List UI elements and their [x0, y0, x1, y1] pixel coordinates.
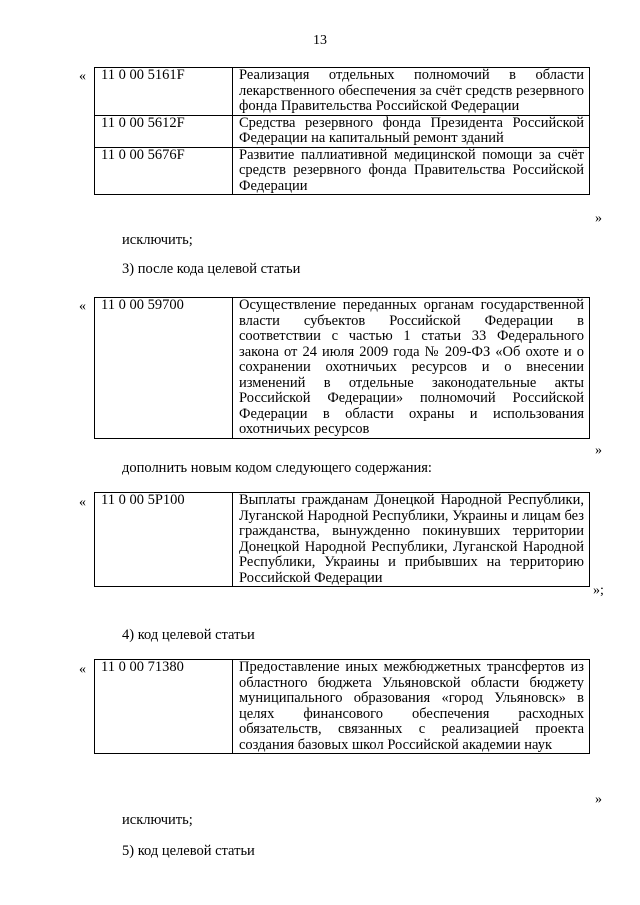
- opening-quote: «: [79, 495, 86, 510]
- page-number: 13: [313, 33, 327, 48]
- target-codes-table: [94, 659, 590, 754]
- code-cell: 11 0 00 71380: [95, 660, 233, 754]
- code-cell: 11 0 00 59700: [95, 298, 233, 439]
- table-row: [95, 115, 590, 147]
- table-row: [95, 68, 590, 116]
- target-codes-table: [94, 492, 590, 587]
- closing-quote: »: [595, 211, 602, 226]
- closing-quote: »;: [593, 583, 604, 598]
- paragraph-exclude: исключить;: [122, 232, 193, 248]
- paragraph-item-3: 3) после кода целевой статьи: [122, 261, 301, 277]
- target-codes-table: [94, 297, 590, 439]
- target-codes-table: [94, 67, 590, 195]
- description-cell: Осуществление переданных органам государственной власти субъектов Российской Федерации в соответствии с частью 1 статьи 33 Федерального закона от 24 июля 2009 года № 209-ФЗ «Об охоте и о сохранении охотничьих ресурсов и о внесении изменений в отдельные законодательные акты Российской Федерации» полномочий Российской Федерации в области охраны и использования охотничьих ресурсов: [233, 298, 590, 439]
- description-cell: Реализация отдельных полномочий в области лекарственного обеспечения за счёт средств резервного фонда Правительства Российской Федерации: [233, 68, 590, 116]
- code-cell: 11 0 00 5676F: [95, 147, 233, 195]
- closing-quote: »: [595, 443, 602, 458]
- paragraph-item-5: 5) код целевой статьи: [122, 843, 255, 859]
- table-row: [95, 660, 590, 754]
- table-row: [95, 298, 590, 439]
- description-cell: Развитие паллиативной медицинской помощи за счёт средств резервного фонда Правительства Российской Федерации: [233, 147, 590, 195]
- table-row: [95, 147, 590, 195]
- paragraph-add-new-code: дополнить новым кодом следующего содержания:: [122, 460, 432, 476]
- code-cell: 11 0 00 5612F: [95, 115, 233, 147]
- code-cell: 11 0 00 5161F: [95, 68, 233, 116]
- description-cell: Выплаты гражданам Донецкой Народной Республики, Луганской Народной Республики, Украины и лицам без гражданства, вынужденно покинувших территории Донецкой Народной Республики, Луганской Народной Республики, Украины и прибывших на территорию Российской Федерации: [233, 493, 590, 587]
- closing-quote: »: [595, 792, 602, 807]
- description-cell: Средства резервного фонда Президента Российской Федерации на капитальный ремонт зданий: [233, 115, 590, 147]
- table-row: [95, 493, 590, 587]
- opening-quote: «: [79, 662, 86, 677]
- code-cell: 11 0 00 5Р100: [95, 493, 233, 587]
- description-cell: Предоставление иных межбюджетных трансфертов из областного бюджета Ульяновской области бюджету муниципального образования «город Ульяновск» в целях финансового обеспечения расходных обязательств, связанных с реализацией проекта создания базовых школ Российской академии наук: [233, 660, 590, 754]
- opening-quote: «: [79, 69, 86, 84]
- paragraph-item-4: 4) код целевой статьи: [122, 627, 255, 643]
- opening-quote: «: [79, 299, 86, 314]
- paragraph-exclude: исключить;: [122, 812, 193, 828]
